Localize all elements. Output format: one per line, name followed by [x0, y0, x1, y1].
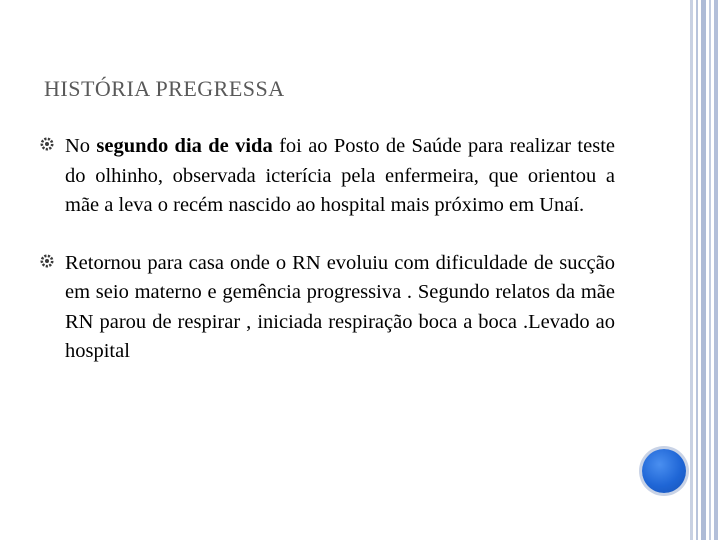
bullet-item — [40, 132, 615, 221]
cog-bullet-icon — [40, 137, 54, 151]
bullet-text: Retornou para casa onde o RN evoluiu com dificuldade de sucção em seio materno e gemência progressiva . Segundo relatos da mãe RN parou de respirar , iniciada respiração boca a boca .Levado ao hospital — [65, 251, 615, 362]
decorative-stripes — [688, 0, 720, 540]
bullet-emphasis: segundo dia de vida — [96, 135, 273, 157]
bullet-text: No segundo dia de vida foi ao Posto de Saúde para realizar teste do olhinho, observada icterícia pela enfermeira, que orientou a mãe a leva o recém nascido ao hospital mais próximo em Unaí. — [65, 135, 615, 216]
bullet-list — [40, 132, 615, 395]
bullet-item — [40, 249, 615, 367]
slide-title: HISTÓRIA PREGRESSA — [44, 76, 285, 101]
cog-bullet-icon — [40, 254, 54, 268]
blue-circle-icon — [642, 449, 686, 493]
